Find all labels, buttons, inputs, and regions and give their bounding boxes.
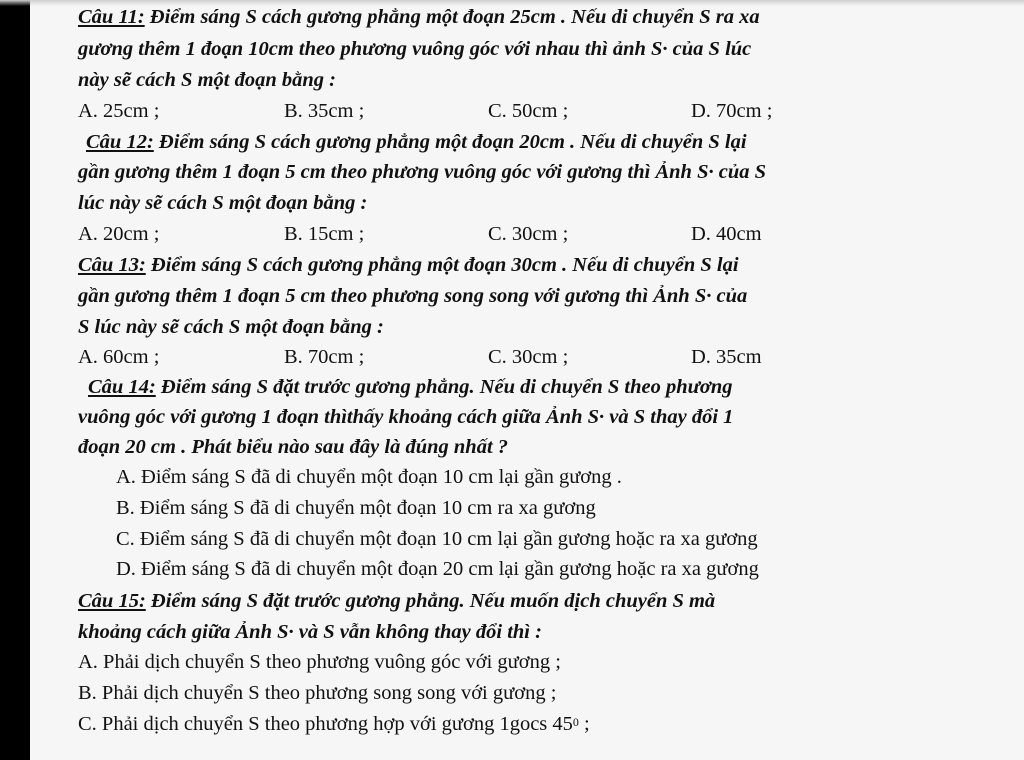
q15-label: Câu 15:: [78, 590, 146, 612]
q13-option-a: A. 60cm ;: [78, 346, 160, 368]
q13-line-1: [78, 250, 739, 280]
q11-option-b: B. 35cm ;: [284, 100, 365, 122]
q15-option-c-end: ;: [578, 713, 590, 735]
q12-line-3: lúc này sẽ cách S một đoạn bằng :: [78, 192, 368, 214]
q13-option-c: C. 30cm ;: [488, 346, 569, 368]
q13-line-2: gần gương thêm 1 đoạn 5 cm theo phương song song với gương thì Ảnh S· của: [78, 285, 748, 307]
q11-line-2: gương thêm 1 đoạn 10cm theo phương vuông góc với nhau thì ảnh S· của S lúc: [78, 38, 752, 60]
q13-line-3: S lúc này sẽ cách S một đoạn bằng :: [78, 316, 384, 338]
q12-line-2: gần gương thêm 1 đoạn 5 cm theo phương vuông góc với gương thì Ảnh S· của S: [78, 161, 767, 183]
q14-label: Câu 14:: [88, 376, 156, 398]
q15-line-2: khoảng cách giữa Ảnh S· và S vẫn không thay đổi thì :: [78, 621, 542, 643]
q11-text-1: Điểm sáng S cách gương phẳng một đoạn 25cm . Nếu di chuyển S ra xa: [144, 6, 760, 28]
q14-option-c: C. Điểm sáng S đã di chuyển một đoạn 10 cm lại gần gương hoặc ra xa gương: [116, 528, 758, 550]
q11-option-a: A. 25cm ;: [78, 100, 160, 122]
q15-option-a: A. Phải dịch chuyển S theo phương vuông góc với gương ;: [78, 651, 561, 673]
q12-label: Câu 12:: [86, 131, 154, 153]
q14-option-b: B. Điểm sáng S đã di chuyển một đoạn 10 cm ra xa gương: [116, 497, 596, 519]
q12-line-1: [86, 127, 747, 157]
q14-option-d: D. Điểm sáng S đã di chuyển một đoạn 20 cm lại gần gương hoặc ra xa gương: [116, 558, 759, 580]
q15-option-b: B. Phải dịch chuyển S theo phương song song với gương ;: [78, 682, 557, 704]
q13-option-d: D. 35cm: [691, 346, 762, 368]
q13-text-1: Điểm sáng S cách gương phẳng một đoạn 30cm . Nếu di chuyển S lại: [145, 254, 739, 276]
q15-option-c-superscript: 0: [572, 715, 579, 729]
q14-option-a: A. Điểm sáng S đã di chuyển một đoạn 10 cm lại gần gương .: [116, 466, 622, 488]
q15-option-c: [78, 709, 590, 739]
q12-option-c: C. 30cm ;: [488, 223, 569, 245]
q13-option-b: B. 70cm ;: [284, 346, 365, 368]
q11-line-3: này sẽ cách S một đoạn bằng :: [78, 69, 336, 91]
q14-line-2: vuông góc với gương 1 đoạn thìthấy khoảng cách giữa Ảnh S· và S thay đổi 1: [78, 406, 734, 428]
q14-line-3: đoạn 20 cm . Phát biểu nào sau đây là đúng nhất ?: [78, 436, 509, 458]
q15-option-c-text: C. Phải dịch chuyển S theo phương hợp với gương 1gocs 45: [78, 713, 573, 735]
q11-option-c: C. 50cm ;: [488, 100, 569, 122]
q12-option-a: A. 20cm ;: [78, 223, 160, 245]
q13-options: [78, 342, 978, 372]
q11-options: [78, 96, 978, 126]
q11-label: Câu 11:: [78, 6, 145, 28]
q15-line-1: [78, 586, 715, 616]
q12-options: [78, 219, 978, 249]
q15-text-1: Điểm sáng S đặt trước gương phẳng. Nếu muốn dịch chuyển S mà: [145, 590, 716, 612]
q12-option-d: D. 40cm: [691, 223, 762, 245]
q14-line-1: [88, 372, 733, 402]
q13-label: Câu 13:: [78, 254, 146, 276]
q12-option-b: B. 15cm ;: [284, 223, 365, 245]
q12-text-1: Điểm sáng S cách gương phẳng một đoạn 20cm . Nếu di chuyển S lại: [153, 131, 747, 153]
q11-line-1: [78, 2, 760, 32]
q14-text-1: Điểm sáng S đặt trước gương phẳng. Nếu di chuyển S theo phương: [155, 376, 733, 398]
left-dark-edge: [0, 0, 30, 760]
q11-option-d: D. 70cm ;: [691, 100, 773, 122]
